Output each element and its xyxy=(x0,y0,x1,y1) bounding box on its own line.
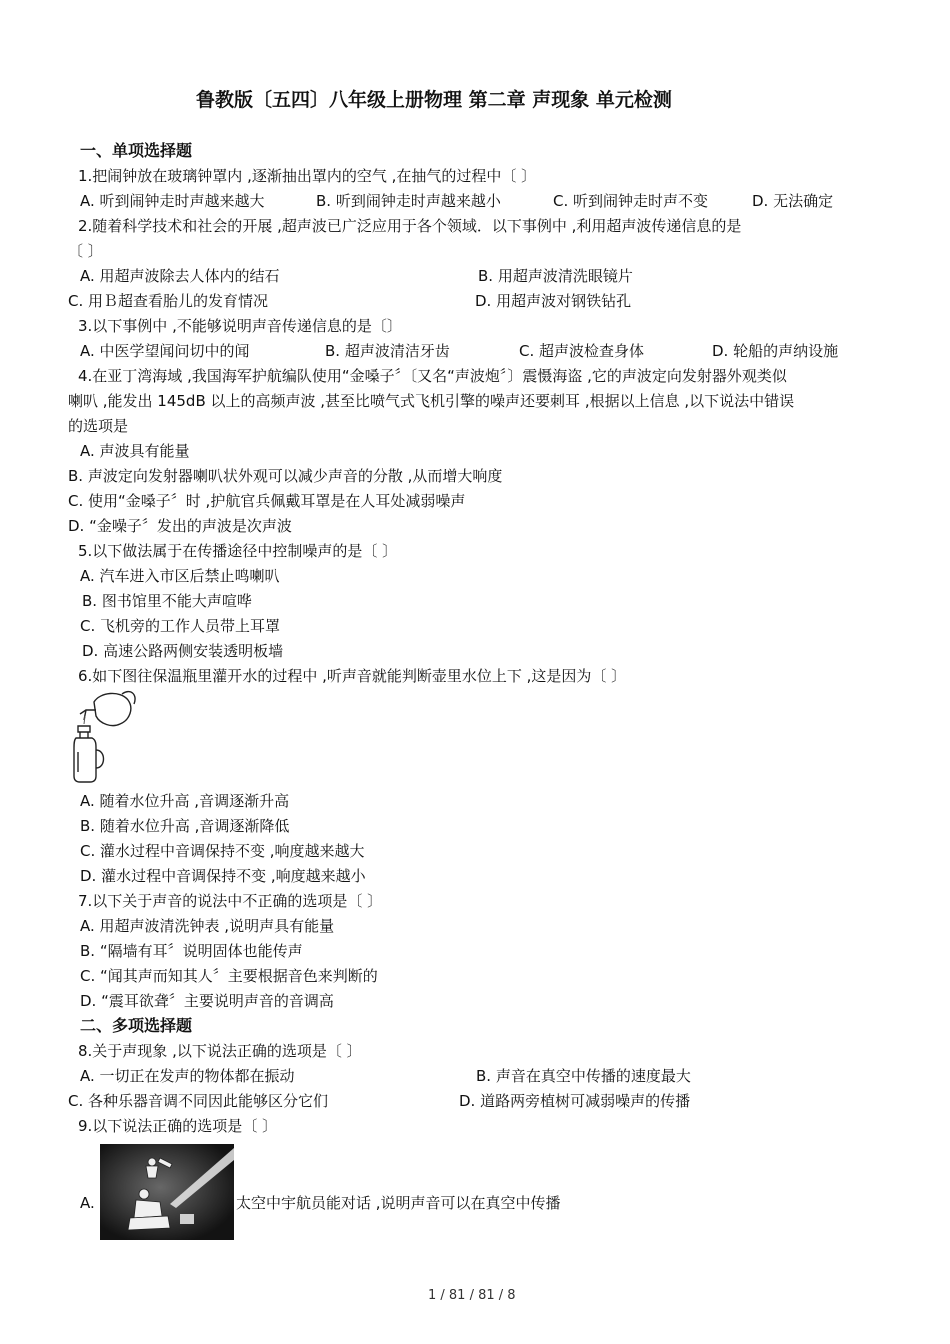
question-2-option-c[interactable]: C. 用Ｂ超查看胎儿的发育情况 xyxy=(68,292,269,310)
question-3-option-d[interactable]: D. 轮船的声纳设施 xyxy=(712,342,839,360)
question-2-stem-continued: 〔 〕 xyxy=(68,242,103,260)
question-5-stem: 5.以下做法属于在传播途径中控制噪声的是〔 〕 xyxy=(78,542,398,560)
question-3-stem: 3.以下事例中 ,不能够说明声音传递信息的是〔〕 xyxy=(78,317,402,335)
question-1-option-c[interactable]: C. 听到闹钟走时声不变 xyxy=(553,192,709,210)
question-2-option-a[interactable]: A. 用超声波除去人体内的结石 xyxy=(80,267,280,285)
question-6-option-a[interactable]: A. 随着水位升高 ,音调逐渐升高 xyxy=(80,792,290,810)
question-1-option-b[interactable]: B. 听到闹钟走时声越来越小 xyxy=(316,192,501,210)
section-heading-single-choice: 一、单项选择题 xyxy=(80,141,193,160)
question-6-stem: 6.如下图往保温瓶里灌开水的过程中 ,听声音就能判断壶里水位上下 ,这是因为〔 〕 xyxy=(78,667,627,685)
question-8-option-b[interactable]: B. 声音在真空中传播的速度最大 xyxy=(476,1067,691,1085)
question-2-stem: 2.随着科学技术和社会的开展 ,超声波已广泛应用于各个领域．以下事例中 ,利用超声波传递信息的是 xyxy=(78,217,742,235)
question-2-option-b[interactable]: B. 用超声波清洗眼镜片 xyxy=(478,267,633,285)
question-5-option-b[interactable]: B. 图书馆里不能大声喧哗 xyxy=(82,592,252,610)
question-9-stem: 9.以下说法正确的选项是〔 〕 xyxy=(78,1117,278,1135)
page-number: 1 / 81 / 81 / 8 xyxy=(428,1288,516,1303)
question-8-option-d[interactable]: D. 道路两旁植树可减弱噪声的传播 xyxy=(459,1092,691,1110)
question-3-option-a[interactable]: A. 中医学望闻问切中的闻 xyxy=(80,342,250,360)
question-6-option-b[interactable]: B. 随着水位升高 ,音调逐渐降低 xyxy=(80,817,290,835)
question-4-option-d[interactable]: D. “金噪子〞发出的声波是次声波 xyxy=(68,517,292,535)
question-3-option-c[interactable]: C. 超声波检查身体 xyxy=(519,342,645,360)
question-4-stem-continued: 喇叭 ,能发出 145dB 以上的高频声波 ,甚至比喷气式飞机引擎的噪声还要刺耳 ,根据以上信息 ,以下说法中错误 xyxy=(68,392,795,410)
question-5-option-c[interactable]: C. 飞机旁的工作人员带上耳罩 xyxy=(80,617,281,635)
page-title: 鲁教版〔五四〕八年级上册物理 第二章 声现象 单元检测 xyxy=(196,89,672,111)
question-7-option-b[interactable]: B. “隔墙有耳〞说明固体也能传声 xyxy=(80,942,303,960)
question-7-option-d[interactable]: D. “震耳欲聋〞主要说明声音的音调高 xyxy=(80,992,334,1010)
question-8-option-c[interactable]: C. 各种乐器音调不同因此能够区分它们 xyxy=(68,1092,329,1110)
question-6-option-c[interactable]: C. 灌水过程中音调保持不变 ,响度越来越大 xyxy=(80,842,365,860)
section-heading-multiple-choice: 二、多项选择题 xyxy=(80,1016,193,1035)
question-4-stem: 4.在亚丁湾海域 ,我国海军护航编队使用“金嗓子〞〔又名“声波炮〞〕震慑海盗 ,它的声波定向发射器外观类似 xyxy=(78,367,787,385)
question-6-option-d[interactable]: D. 灌水过程中音调保持不变 ,响度越来越小 xyxy=(80,867,366,885)
question-9-option-a[interactable]: 太空中宇航员能对话 ,说明声音可以在真空中传播 xyxy=(236,1194,561,1212)
question-3-option-b[interactable]: B. 超声波清洁牙齿 xyxy=(325,342,450,360)
question-7-option-a[interactable]: A. 用超声波清洗钟表 ,说明声具有能量 xyxy=(80,917,335,935)
question-5-option-d[interactable]: D. 高速公路两侧安装透明板墙 xyxy=(82,642,284,660)
question-7-option-c[interactable]: C. “闻其声而知其人〞主要根据音色来判断的 xyxy=(80,967,378,985)
question-5-option-a[interactable]: A. 汽车进入市区后禁止鸣喇叭 xyxy=(80,567,280,585)
question-1-stem: 1.把闹钟放在玻璃钟罩内 ,逐渐抽出罩内的空气 ,在抽气的过程中〔 〕 xyxy=(78,167,537,185)
astronaut-space-photo xyxy=(100,1144,234,1240)
question-1-option-d[interactable]: D. 无法确定 xyxy=(752,192,834,210)
thermos-kettle-figure xyxy=(70,688,140,784)
question-8-option-a[interactable]: A. 一切正在发声的物体都在振动 xyxy=(80,1067,295,1085)
question-1-option-a[interactable]: A. 听到闹钟走时声越来越大 xyxy=(80,192,265,210)
question-2-option-d[interactable]: D. 用超声波对钢铁钻孔 xyxy=(475,292,632,310)
question-4-option-c[interactable]: C. 使用“金嗓子〞时 ,护航官兵佩戴耳罩是在人耳处减弱噪声 xyxy=(68,492,466,510)
question-7-stem: 7.以下关于声音的说法中不正确的选项是〔 〕 xyxy=(78,892,383,910)
question-4-stem-end: 的选项是 xyxy=(68,417,129,435)
question-4-option-b[interactable]: B. 声波定向发射器喇叭状外观可以减少声音的分散 ,从而增大响度 xyxy=(68,467,503,485)
question-9-option-a-label[interactable]: A. xyxy=(80,1194,95,1212)
question-4-option-a[interactable]: A. 声波具有能量 xyxy=(80,442,190,460)
question-8-stem: 8.关于声现象 ,以下说法正确的选项是〔 〕 xyxy=(78,1042,362,1060)
